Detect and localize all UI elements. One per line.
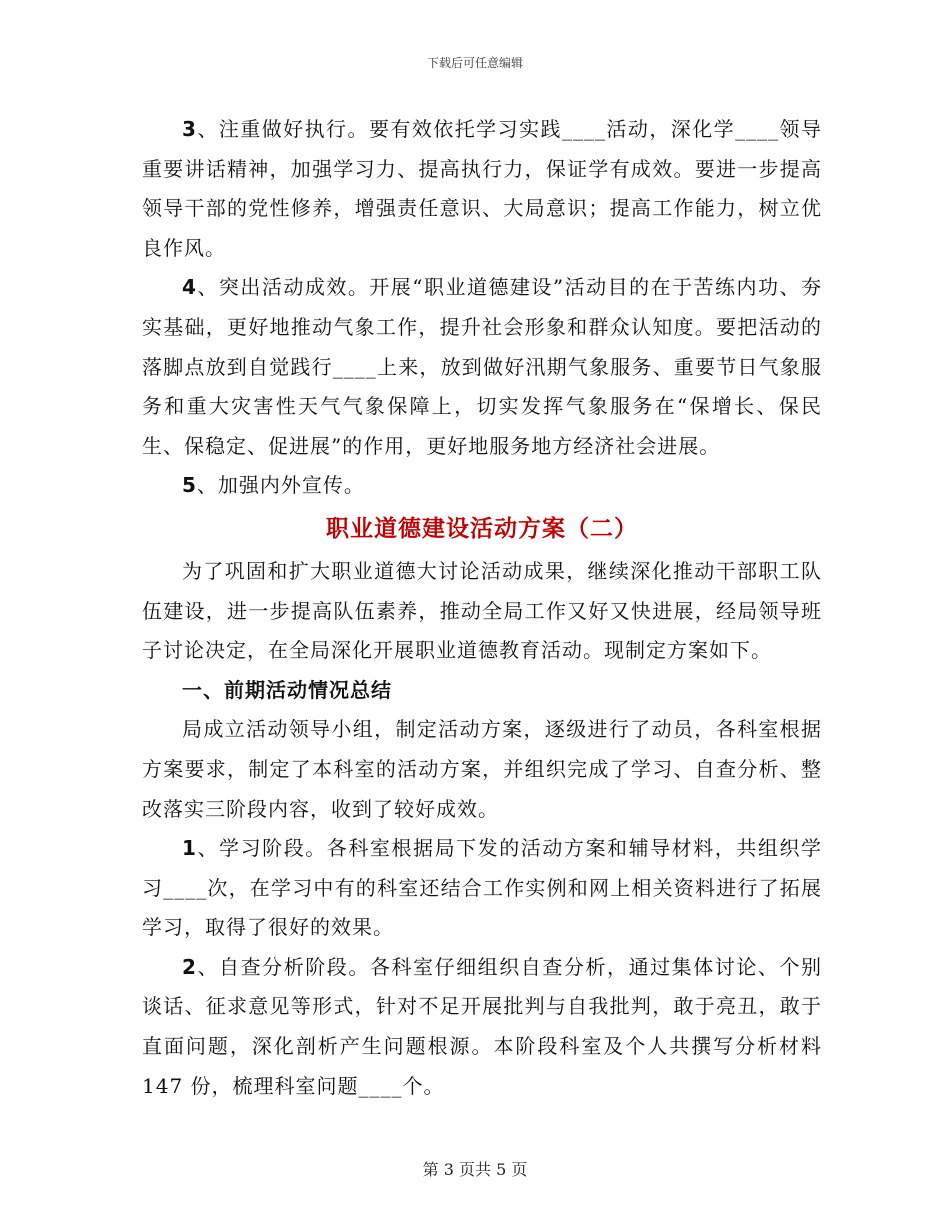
summary-paragraph — [142, 710, 822, 829]
paragraph-text: 、学习阶段。各科室根据局下发的活动方案和辅导材料，共组织学习____次，在学习中有的科室还结合工作实例和网上相关资料进行了拓展学习，取得了很好的效果。 — [142, 836, 822, 940]
section-heading: 一、前期活动情况总结 — [182, 677, 392, 702]
paragraph-text: 局成立活动领导小组，制定活动方案，逐级进行了动员，各科室根据方案要求，制定了本科室的活动方案，并组织完成了学习、自查分析、整改落实三阶段内容，收到了较好成效。 — [142, 717, 822, 821]
paragraph-3 — [142, 110, 822, 268]
section-title: 职业道德建设活动方案（二） — [326, 515, 638, 542]
item-number: 3 — [182, 117, 197, 141]
header-note: 下载后可任意编辑 — [426, 56, 523, 70]
intro-paragraph — [142, 552, 822, 671]
document-body — [142, 110, 822, 1106]
paragraph-text: 、自查分析阶段。各科室仔细组织自查分析，通过集体讨论、个别谈话、征求意见等形式，针对不足开展批判与自我批判，敢于亮丑，敢于直面问题，深化剖析产生问题根源。本阶段科室及个人共撰写分析材料 147 份，梳理科室问题____个。 — [142, 954, 822, 1098]
item-number: 1 — [182, 836, 197, 861]
paragraph-text: 、加强内外宣传。 — [196, 473, 365, 498]
paragraph-5 — [142, 466, 822, 506]
item-number: 2 — [182, 954, 197, 979]
paragraph-text: 为了巩固和扩大职业道德大讨论活动成果，继续深化推动干部职工队伍建设，进一步提高队伍素养，推动全局工作又好又快进展，经局领导班子讨论决定，在全局深化开展职业道德教育活动。现制定方案如下。 — [142, 558, 822, 663]
paragraph-4 — [142, 268, 822, 466]
self-check-paragraph — [142, 948, 822, 1106]
page-number: 第 3 页共 5 页 — [422, 1160, 528, 1179]
paragraph-text: 、注重做好执行。要有效依托学习实践____活动，深化学____领导重要讲话精神，加强学习力、提高执行力，保证学有成效。要进一步提高领导干部的党性修养，增强责任意识、大局意识；提高工作能力，树立优良作风。 — [142, 117, 822, 260]
item-number: 5 — [182, 473, 197, 498]
paragraph-text: 、突出活动成效。开展“职业道德建设”活动目的在于苦练内功、夯实基础，更好地推动气象工作，提升社会形象和群众认知度。要把活动的落脚点放到自觉践行____上来，放到做好汛期气象服务、重要节日气象服务和重大灾害性天气气象保障上，切实发挥气象服务在“保增长、保民生、保稳定、促进展”的作用，更好地服务地方经济社会进展。 — [142, 275, 822, 458]
study-stage-paragraph — [142, 829, 822, 948]
item-number: 4 — [182, 275, 197, 300]
